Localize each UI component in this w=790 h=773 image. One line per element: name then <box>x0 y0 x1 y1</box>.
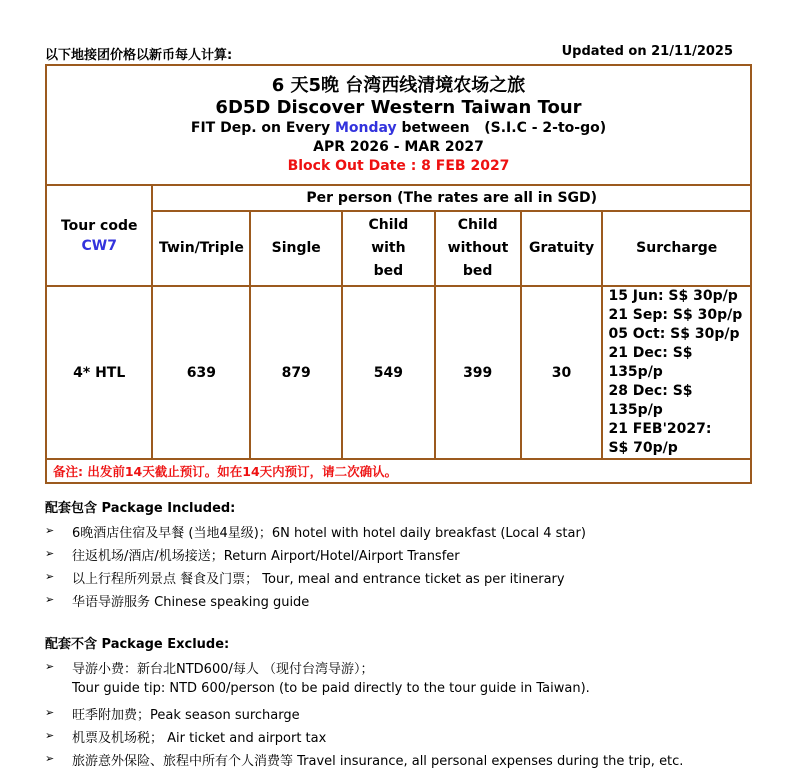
excluded-section <box>45 633 683 773</box>
price-note: 以下地接团价格以新币每人计算: <box>45 48 233 63</box>
surcharge-line: 15 Jun: S$ 30p/p <box>608 288 738 304</box>
bullet-icon: ➢ <box>45 547 55 560</box>
blockout-date: Block Out Date : 8 FEB 2027 <box>287 157 510 174</box>
item-text: 往返机场/酒店/机场接送；Return Airport/Hotel/Airport Transfer <box>72 549 460 564</box>
departure-info <box>47 119 750 138</box>
twin-price: 639 <box>152 286 250 459</box>
col-gratuity: Gratuity <box>521 211 603 286</box>
dep-post: between (S.I.C - 2-to-go) <box>396 119 607 136</box>
item-text: 6晚酒店住宿及早餐 (当地4星级)；6N hotel with hotel daily breakfast (Local 4 star) <box>72 526 586 541</box>
dep-pre: FIT Dep. on Every <box>190 119 335 136</box>
list-item <box>45 568 586 591</box>
list-item <box>45 727 683 750</box>
excluded-title: 配套不含 Package Exclude: <box>45 637 230 652</box>
bullet-icon: ➢ <box>45 729 55 742</box>
list-item <box>45 522 586 545</box>
included-section <box>45 497 586 614</box>
bullet-icon: ➢ <box>45 706 55 719</box>
table-row <box>46 286 751 459</box>
item-text: 旺季附加费；Peak season surcharge <box>72 708 300 723</box>
col-single: Single <box>250 211 342 286</box>
list-item <box>45 591 586 614</box>
hotel-cell: 4* HTL <box>46 286 152 459</box>
col-child-bed <box>342 211 435 286</box>
tour-code-label: Tour code <box>60 217 138 234</box>
list-item <box>45 704 683 727</box>
surcharge-line: 05 Oct: S$ 30p/p <box>608 326 740 342</box>
header <box>45 44 733 63</box>
dep-day: Monday <box>334 119 397 136</box>
item-text: 华语导游服务 Chinese speaking guide <box>72 595 310 610</box>
bullet-icon: ➢ <box>45 524 55 537</box>
gratuity-price: 30 <box>521 286 603 459</box>
updated-date: Updated on 21/11/2025 <box>561 44 733 59</box>
child-bed-price: 549 <box>342 286 435 459</box>
title-row <box>46 65 751 185</box>
col-child-nobed-label: Child without bed <box>447 217 509 279</box>
booking-note: 备注: 出发前14天截止预订。如在14天内预订，请二次确认。 <box>46 459 751 483</box>
child-nobed-price: 399 <box>435 286 521 459</box>
price-table <box>45 64 752 484</box>
item-text: 机票及机场税； Air ticket and airport tax <box>72 731 327 746</box>
bullet-icon: ➢ <box>45 593 55 606</box>
col-child-nobed <box>435 211 521 286</box>
list-item <box>45 750 683 773</box>
tour-code-cell <box>46 185 152 286</box>
title-cn: 6 天5晚 台湾西线清境农场之旅 <box>271 74 526 96</box>
col-child-bed-label: Child with bed <box>368 217 409 279</box>
per-person-header: Per person (The rates are all in SGD) <box>152 185 751 211</box>
title-en: 6D5D Discover Western Taiwan Tour <box>215 96 582 118</box>
item-text: 导游小费：新台北NTD600/每人 （现付台湾导游）； <box>72 662 374 677</box>
surcharge-line: S$ 70p/p <box>608 440 678 456</box>
bullet-icon: ➢ <box>45 570 55 583</box>
surcharge-line: 21 Dec: S$ 135p/p <box>608 345 693 380</box>
list-item <box>45 658 683 681</box>
list-item <box>45 545 586 568</box>
single-price: 879 <box>250 286 342 459</box>
item-continuation: Tour guide tip: NTD 600/person (to be paid directly to the tour guide in Taiwan). <box>72 681 590 696</box>
included-title: 配套包含 Package Included: <box>45 501 236 516</box>
tour-code: CW7 <box>81 237 117 254</box>
bullet-icon: ➢ <box>45 752 55 765</box>
surcharge-cell <box>602 286 751 459</box>
period: APR 2026 - MAR 2027 <box>313 138 484 155</box>
item-text: 以上行程所列景点 餐食及门票； Tour, meal and entrance ticket as per itinerary <box>72 572 565 587</box>
bullet-icon: ➢ <box>45 660 55 673</box>
col-twin: Twin/Triple <box>152 211 250 286</box>
surcharge-line: 21 FEB'2027: <box>608 421 712 437</box>
surcharge-line: 28 Dec: S$ 135p/p <box>608 383 693 418</box>
surcharge-line: 21 Sep: S$ 30p/p <box>608 307 743 323</box>
item-text: 旅游意外保险、旅程中所有个人消费等 Travel insurance, all personal expenses during the trip, etc. <box>72 754 684 769</box>
col-surcharge: Surcharge <box>602 211 751 286</box>
